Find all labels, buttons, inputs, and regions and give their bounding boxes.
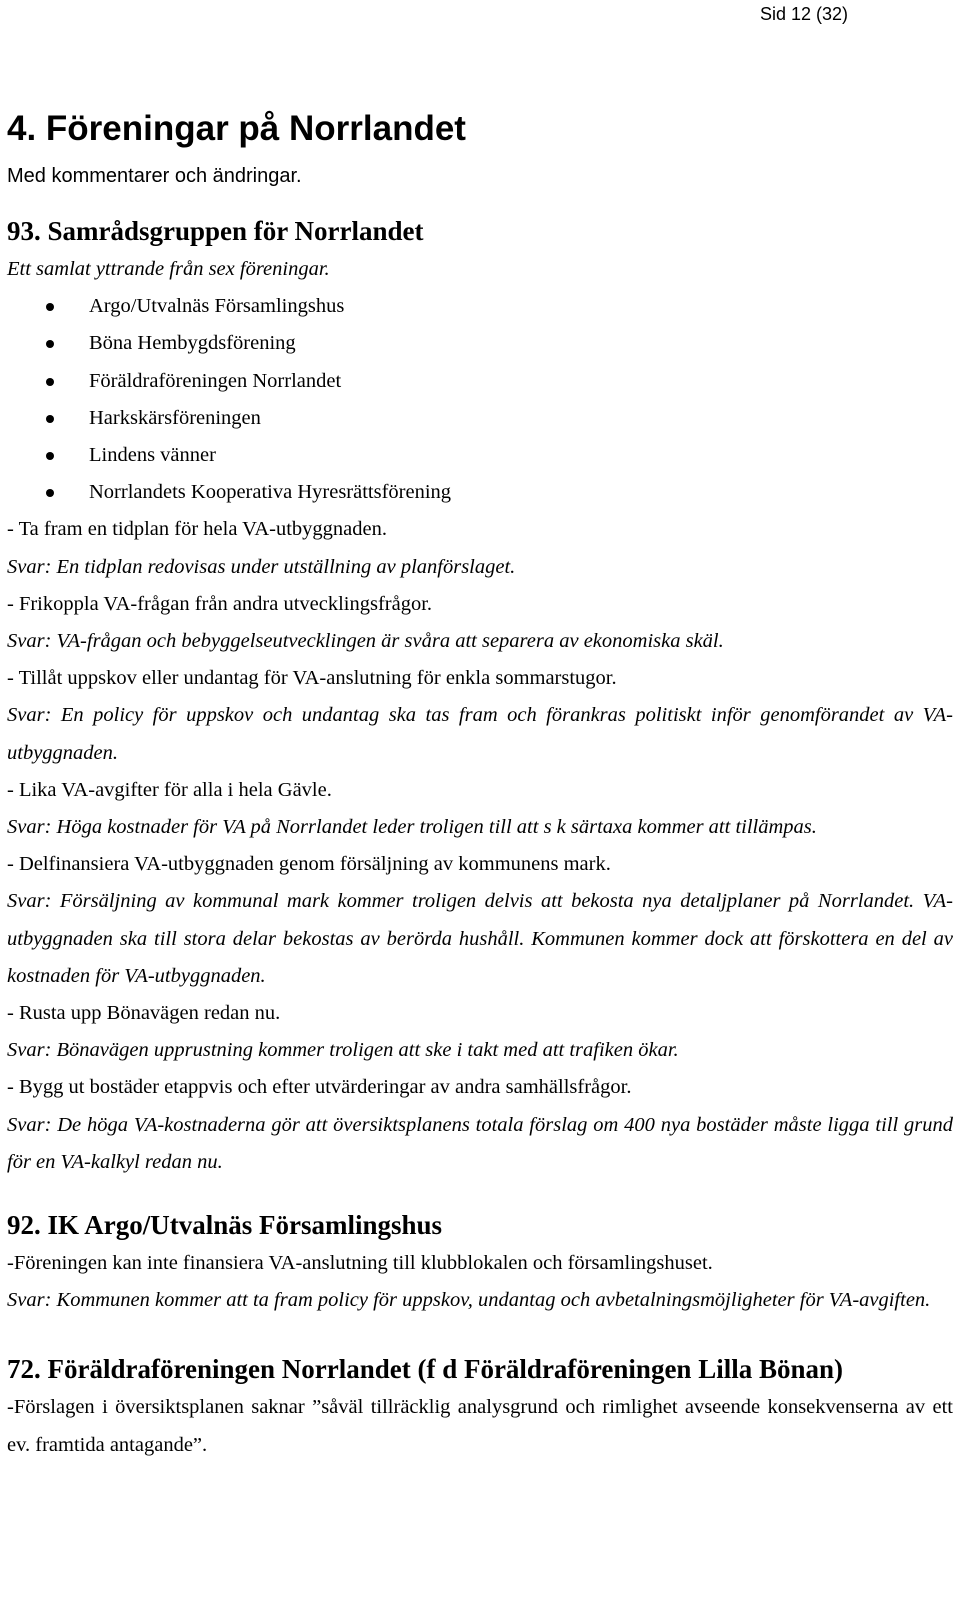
answer-text: Svar: En tidplan redovisas under utställning av planförslaget.: [7, 555, 516, 578]
list-item: [7, 363, 953, 400]
list-item: [7, 325, 953, 362]
spacer: [7, 1319, 953, 1349]
spacer: [7, 1181, 953, 1205]
section-ik-argo: [7, 1205, 953, 1319]
answer-text: Svar: Försäljning av kommunal mark kommer troligen delvis att bekosta nya detaljplaner på Norrlandet. VA-utbyggnaden ska till stora delar bekostas av berörda hushåll. Kommunen kommer dock att förskottera en del av kostnaden för VA-utbyggnaden.: [7, 890, 953, 987]
list-item-label: Argo/Utvalnäs Församlingshus: [89, 295, 345, 318]
request-text: - Tillåt uppskov eller undantag för VA-anslutning för enkla sommarstugor.: [7, 667, 617, 690]
request-text: - Ta fram en tidplan för hela VA-utbyggnaden.: [7, 518, 387, 541]
document-body: [7, 104, 953, 1464]
answer-text: Svar: En policy för uppskov och undantag ska tas fram och förankras politiskt inför genomförandet av VA-utbyggnaden.: [7, 704, 953, 764]
bullet-icon: [46, 340, 54, 348]
list-item-label: Harkskärsföreningen: [89, 406, 261, 429]
list-item-label: Norrlandets Kooperativa Hyresrättsförening: [89, 481, 452, 504]
request-text: -Föreningen kan inte finansiera VA-anslutning till klubblokalen och församlingshuset.: [7, 1252, 713, 1275]
list-item: [7, 400, 953, 437]
page-number: Sid 12 (32): [760, 4, 849, 24]
section-title: 93. Samrådsgruppen för Norrlandet: [7, 216, 424, 246]
request-text: - Rusta upp Bönavägen redan nu.: [7, 1002, 281, 1025]
answer-text: Svar: Höga kostnader för VA på Norrlandet leder troligen till att s k särtaxa kommer att tillämpas.: [7, 816, 817, 839]
request-text: - Lika VA-avgifter för alla i hela Gävle.: [7, 778, 332, 801]
organization-list: [7, 288, 953, 511]
answer-text: Svar: De höga VA-kostnaderna gör att översiktsplanens totala förslag om 400 nya bostäder måste ligga till grund för en VA-kalkyl redan nu.: [7, 1113, 953, 1173]
bullet-icon: [46, 303, 54, 311]
answer-text: Svar: Kommunen kommer att ta fram policy för uppskov, undantag och avbetalningsmöjligheter för VA-avgiften.: [7, 1289, 931, 1312]
list-item: [7, 288, 953, 325]
section-title: 72. Föräldraföreningen Norrlandet (f d Föräldraföreningen Lilla Bönan): [7, 1354, 843, 1385]
list-item-label: Lindens vänner: [89, 444, 216, 467]
request-text: - Bygg ut bostäder etappvis och efter utvärderingar av andra samhällsfrågor.: [7, 1076, 632, 1099]
answer-text: Svar: VA-frågan och bebyggelseutvecklingen är svåra att separera av ekonomiska skäl.: [7, 630, 724, 653]
section-samradsgruppen: [7, 211, 953, 1181]
bullet-icon: [46, 489, 54, 497]
chapter-subtitle: Med kommentarer och ändringar.: [7, 165, 302, 187]
bullet-icon: [46, 378, 54, 386]
answer-text: Svar: Bönavägen upprustning kommer troligen att ske i takt med att trafiken ökar.: [7, 1039, 679, 1062]
request-text: - Delfinansiera VA-utbyggnaden genom försäljning av kommunens mark.: [7, 853, 611, 876]
chapter-title: 4. Föreningar på Norrlandet: [7, 109, 466, 148]
bullet-icon: [46, 415, 54, 423]
section-title: 92. IK Argo/Utvalnäs Församlingshus: [7, 1210, 443, 1241]
section-intro: Ett samlat yttrande från sex föreningar.: [7, 258, 330, 280]
list-item-label: Föräldraföreningen Norrlandet: [89, 369, 342, 392]
list-item: [7, 437, 953, 474]
request-text: -Förslagen i översiktsplanen saknar ”såväl tillräcklig analysgrund och rimlighet avseende konsekvenserna av ett ev. framtida antagande”.: [7, 1396, 953, 1456]
bullet-icon: [46, 452, 54, 460]
list-item-label: Böna Hembygdsförening: [89, 332, 296, 355]
request-text: - Frikoppla VA-frågan från andra utvecklingsfrågor.: [7, 592, 433, 615]
list-item: [7, 474, 953, 511]
section-foraldraforeningen: [7, 1349, 953, 1463]
